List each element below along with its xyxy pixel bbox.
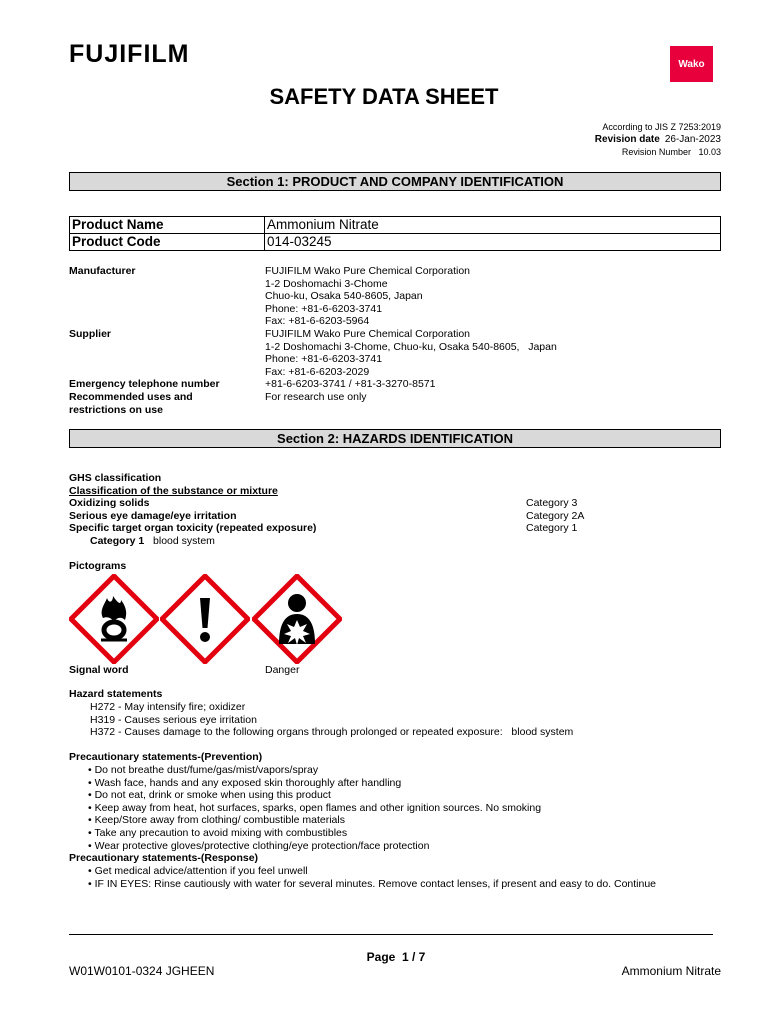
revision-date: 26-Jan-2023 <box>664 134 721 145</box>
sub-category-label: Category 1 <box>90 535 145 547</box>
prevention-item: • Do not eat, drink or smoke when using this product <box>88 789 331 802</box>
hazard-class: Specific target organ toxicity (repeated exposure) <box>69 522 317 534</box>
product-code-label: Product Code <box>70 234 265 251</box>
section-2-heading: Section 2: HAZARDS IDENTIFICATION <box>69 429 721 448</box>
product-code-row <box>70 234 721 251</box>
response-label: Precautionary statements-(Response) <box>69 852 259 864</box>
revision-date-label: Revision date <box>594 134 660 145</box>
health-hazard-icon <box>252 574 342 664</box>
hazard-statements-list <box>90 701 573 739</box>
revision-number-row <box>622 147 721 157</box>
prevention-item: • Keep/Store away from clothing/ combustible materials <box>88 814 345 827</box>
prevention-item: • Keep away from heat, hot surfaces, sparks, open flames and other ignition sources. No smoking <box>88 801 542 814</box>
pictograms-label: Pictograms <box>69 560 127 572</box>
emergency-phone-value: +81-6-6203-3741 / +81-3-3270-8571 <box>265 378 436 390</box>
recommended-uses-label-2: restrictions on use <box>69 404 163 416</box>
manufacturer-label: Manufacturer <box>69 265 136 277</box>
exclamation-mark-icon <box>160 574 250 664</box>
prevention-item: • Do not breathe dust/fume/gas/mist/vapors/spray <box>88 764 319 776</box>
product-name-row <box>70 217 721 234</box>
hazard-statements-label: Hazard statements <box>69 688 163 700</box>
page-number: 1 / 7 <box>402 950 426 964</box>
recommended-uses-label: Recommended uses and <box>69 391 193 403</box>
hazard-category: Category 3 <box>526 497 578 509</box>
manufacturer-line: Phone: +81-6-6203-3741 <box>265 302 383 315</box>
prevention-list <box>88 764 541 852</box>
page-label: Page <box>366 950 396 964</box>
footer-divider <box>69 934 713 935</box>
fujifilm-logo: FUJIFILM <box>69 40 190 68</box>
revision-number: 10.03 <box>698 147 721 157</box>
manufacturer-address <box>265 265 470 328</box>
wako-logo: Wako <box>670 46 713 82</box>
manufacturer-line: Fax: +81-6-6203-5964 <box>265 315 370 328</box>
document-code: W01W0101-0324 JGHEEN <box>69 964 215 978</box>
section-1-heading: Section 1: PRODUCT AND COMPANY IDENTIFICATION <box>69 172 721 191</box>
product-name-value: Ammonium Nitrate <box>265 217 721 234</box>
hazard-statement: H272 - May intensify fire; oxidizer <box>90 701 246 713</box>
response-item: • IF IN EYES: Rinse cautiously with water for several minutes. Remove contact lenses, if present and easy to do. Continue <box>88 877 657 890</box>
supplier-address <box>265 328 557 378</box>
prevention-label: Precautionary statements-(Prevention) <box>69 751 263 763</box>
product-code-value: 014-03245 <box>265 234 721 251</box>
ghs-classification-label: GHS classification <box>69 472 162 484</box>
signal-word-label: Signal word <box>69 664 129 676</box>
manufacturer-line: FUJIFILM Wako Pure Chemical Corporation <box>265 265 471 277</box>
manufacturer-line: Chuo-ku, Osaka 540-8605, Japan <box>265 290 423 303</box>
hazard-category: Category 2A <box>526 510 585 522</box>
hazard-statement: H372 - Causes damage to the following organs through prolonged or repeated exposure: blood system <box>90 726 574 739</box>
supplier-label: Supplier <box>69 328 112 340</box>
product-name-label: Product Name <box>70 217 265 234</box>
flame-over-circle-icon <box>69 574 159 664</box>
sub-category-value: blood system <box>153 535 215 547</box>
footer-product-name: Ammonium Nitrate <box>621 964 721 978</box>
supplier-line: Phone: +81-6-6203-3741 <box>265 353 383 366</box>
manufacturer-line: 1-2 Doshomachi 3-Chome <box>265 277 388 290</box>
recommended-uses-value: For research use only <box>265 391 367 403</box>
classification-label: Classification of the substance or mixture <box>69 485 278 497</box>
revision-number-label: Revision Number <box>621 147 691 157</box>
response-item: • Get medical advice/attention if you feel unwell <box>88 865 308 877</box>
emergency-phone-label: Emergency telephone number <box>69 378 220 390</box>
prevention-item: • Wash face, hands and any exposed skin thoroughly after handling <box>88 776 402 789</box>
revision-date-row <box>595 134 721 145</box>
prevention-item: • Take any precaution to avoid mixing with combustibles <box>88 826 348 839</box>
target-organ-row <box>90 535 215 548</box>
supplier-line: Fax: +81-6-6203-2029 <box>265 365 370 378</box>
hazard-class: Serious eye damage/eye irritation <box>69 510 237 522</box>
response-list <box>88 865 656 890</box>
supplier-line: 1-2 Doshomachi 3-Chome, Chuo-ku, Osaka 540-8605, Japan <box>265 340 557 353</box>
hazard-category: Category 1 <box>526 522 578 534</box>
product-identification-table <box>69 216 721 251</box>
signal-word-value: Danger <box>265 664 300 676</box>
according-to: According to JIS Z 7253:2019 <box>602 122 721 132</box>
supplier-line: FUJIFILM Wako Pure Chemical Corporation <box>265 328 471 340</box>
hazard-class: Oxidizing solids <box>69 497 150 509</box>
prevention-item: • Wear protective gloves/protective clothing/eye protection/face protection <box>88 839 430 852</box>
hazard-statement: H319 - Causes serious eye irritation <box>90 713 257 726</box>
document-title: SAFETY DATA SHEET <box>269 84 499 109</box>
page-indicator <box>0 950 768 964</box>
